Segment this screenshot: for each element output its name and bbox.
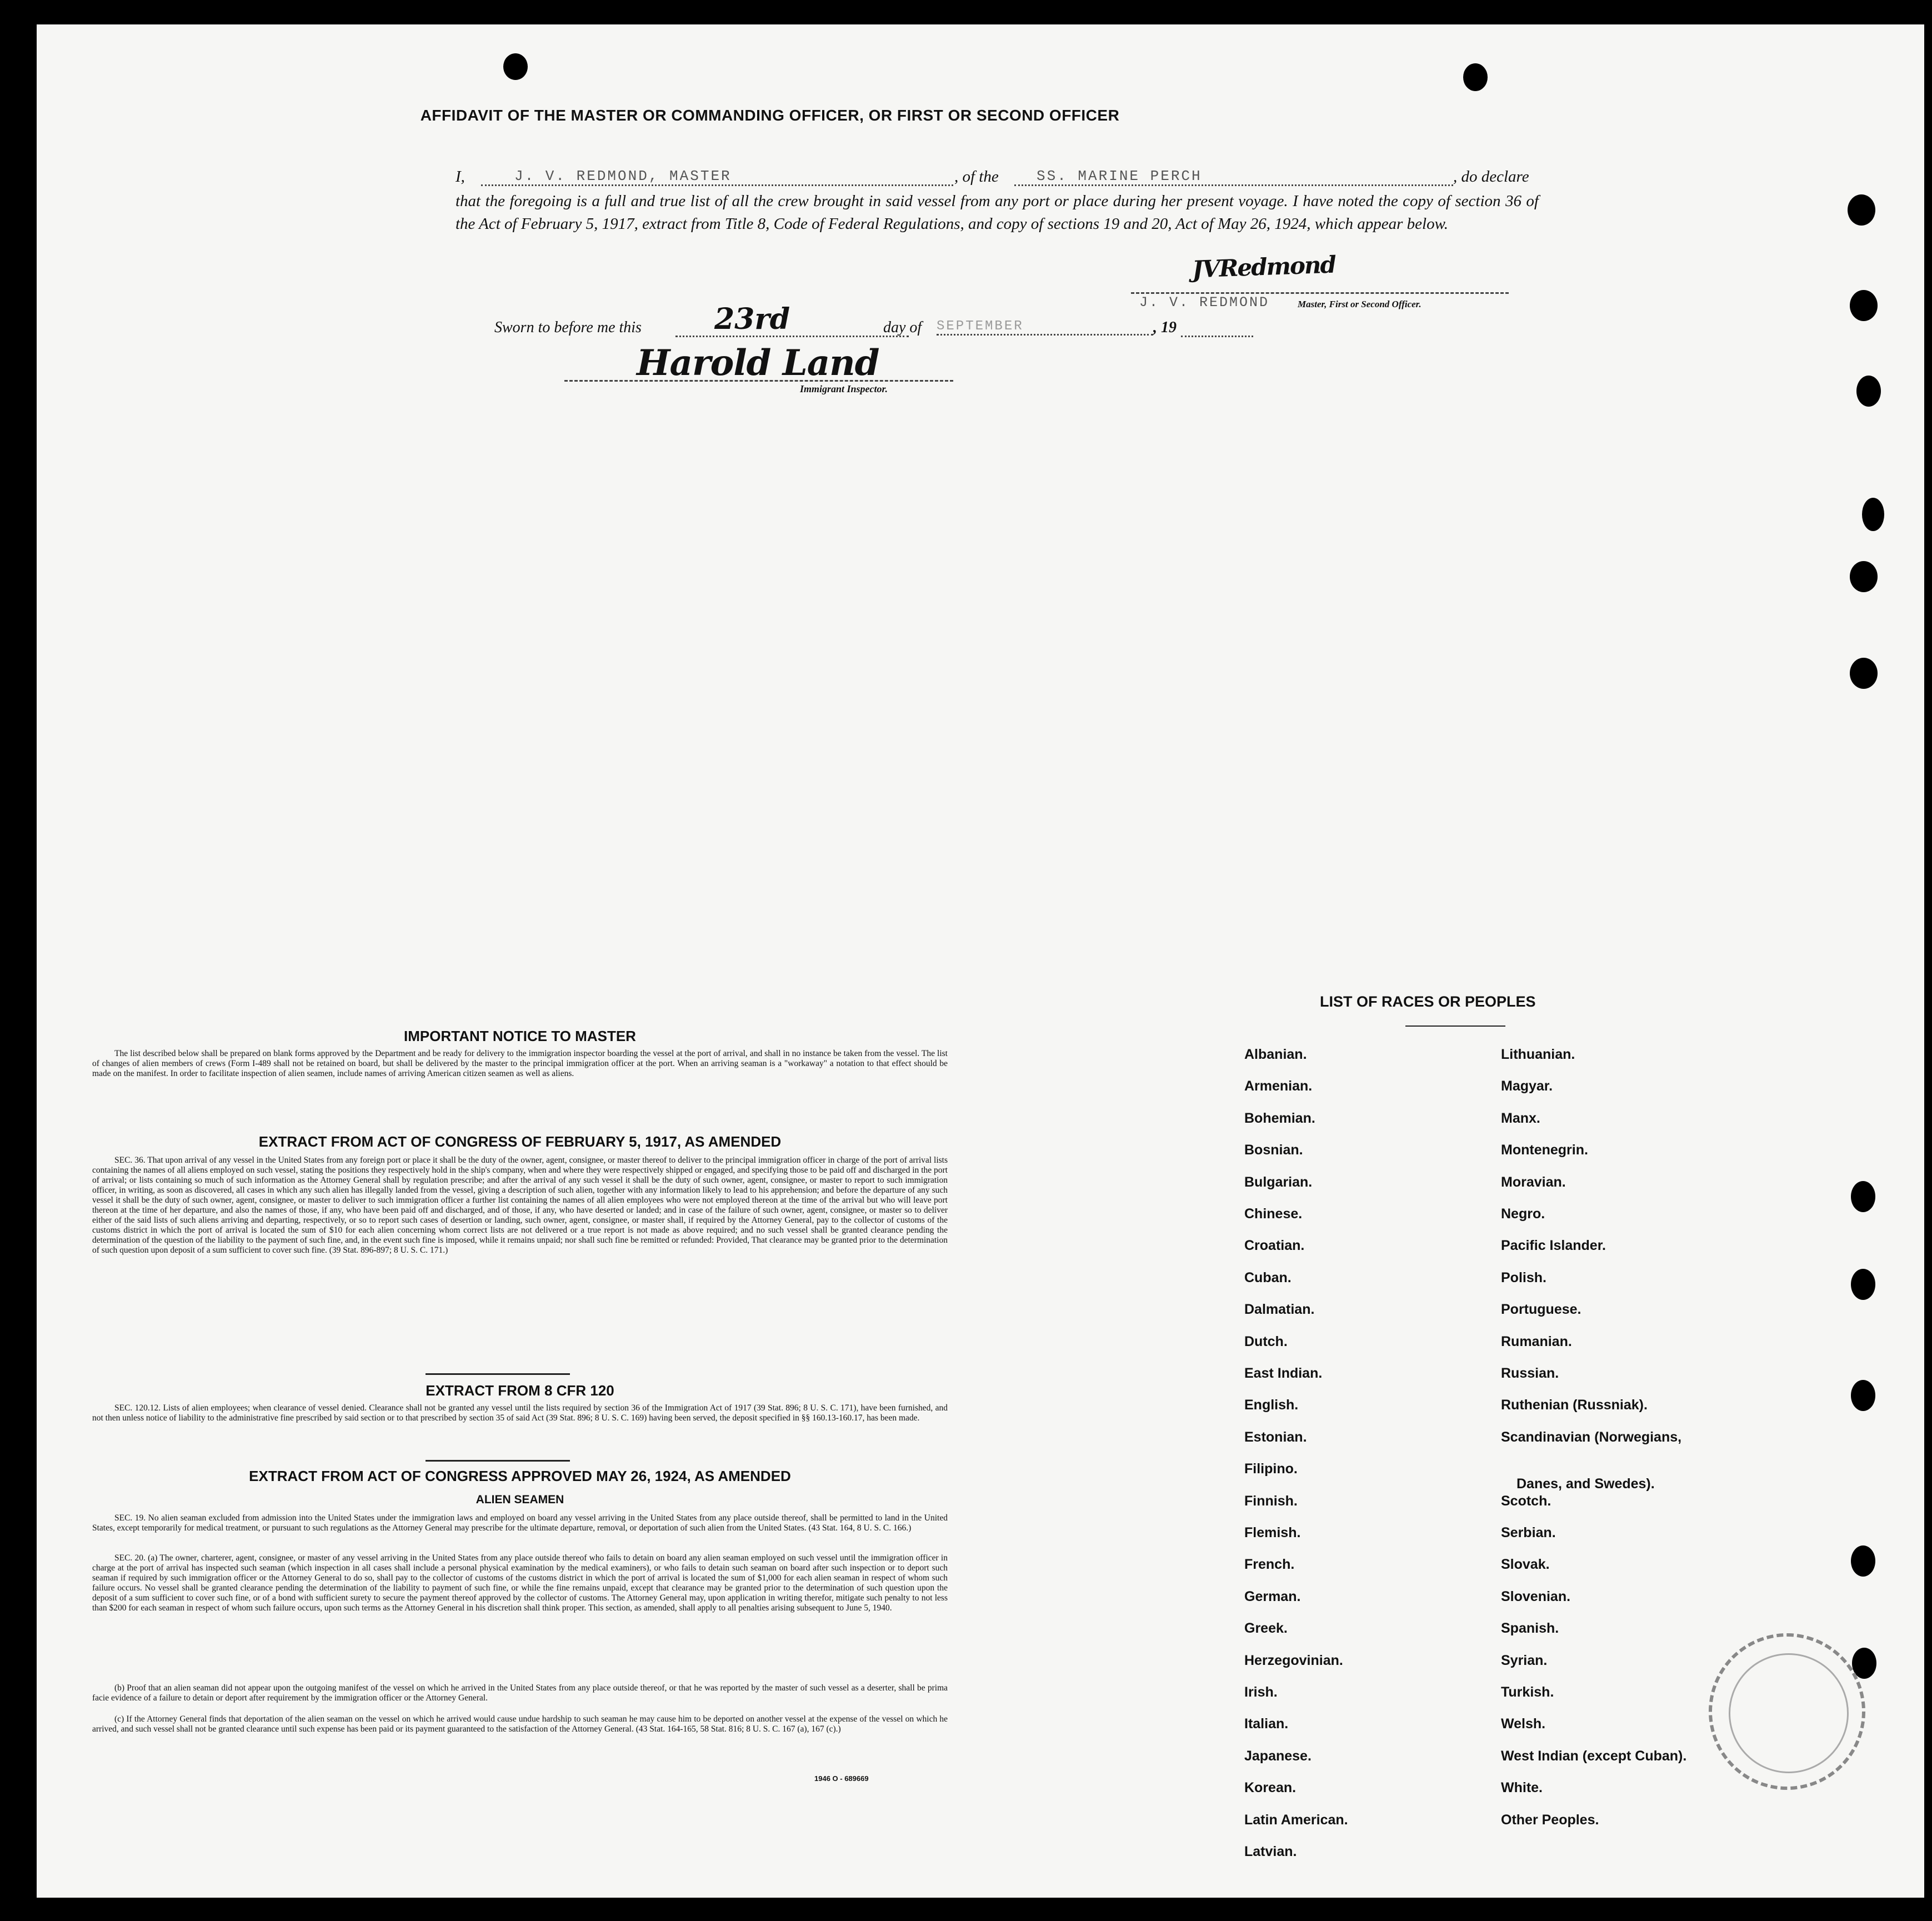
race-item: Danes, and Swedes).	[1516, 1476, 1655, 1492]
race-item: Latvian.	[1244, 1844, 1297, 1859]
year-label: , 19	[1153, 319, 1177, 336]
print-code: 1946 O - 689669	[814, 1774, 869, 1783]
race-item: Greek.	[1244, 1620, 1288, 1637]
race-item: Cuban.	[1244, 1269, 1292, 1285]
race-item: Japanese.	[1244, 1748, 1312, 1764]
punch-hole	[1851, 1545, 1875, 1577]
punch-hole	[1850, 290, 1878, 321]
circular-stamp	[1709, 1633, 1865, 1790]
race-item: East Indian.	[1244, 1365, 1323, 1381]
race-item: Finnish.	[1244, 1493, 1298, 1509]
vessel-name-field: SS. MARINE PERCH	[1014, 168, 1453, 186]
race-item: Dutch.	[1244, 1333, 1288, 1349]
race-item: Russian.	[1501, 1365, 1559, 1381]
inspector-role: Immigrant Inspector.	[800, 383, 888, 394]
punch-hole	[1851, 1181, 1875, 1212]
sec20b-text: (b) Proof that an alien seaman did not appear upon the outgoing manifest of the vessel on which he arrived in the United States from any place outside thereof, or that he was reported by the master of such vessel as a deserter, shall be prima facie evidence of a failure to detain or deport after requirement by the immigration officer or the Attorney General.	[92, 1683, 948, 1703]
race-item: Turkish.	[1501, 1684, 1554, 1700]
day-of-label: day of	[883, 319, 922, 336]
punch-hole	[1463, 63, 1488, 91]
inspector-line	[564, 380, 953, 382]
race-item: German.	[1244, 1588, 1301, 1604]
extract-1924-title: EXTRACT FROM ACT OF CONGRESS APPROVED MAY 26, 1924, AS AMENDED	[249, 1468, 791, 1484]
race-item: Syrian.	[1501, 1652, 1548, 1668]
declare-label: , do declare	[1453, 168, 1529, 186]
extract-1917-text: SEC. 36. That upon arrival of any vessel in the United States from any foreign port or place it shall be the duty of the owner, agent, consignee, or master thereof to deliver to the principal immigration officer in charge of the port of arrival lists containing the names of all aliens employed on such vessel, stating the positions they respectively hold in the ship's company, when and where they were respectively shipped or engaged, and specifying those to be paid off and discharged in the port of arrival; or lists containing so much of such information as the Attorney General shall by regulation prescribe; and after the arrival of any such vessel it shall be the duty of such owner, agent, consignee, or master to report to such immigration officer, in writing, as soon as discovered, all cases in which any such alien has illegally landed from the vessel, giving a description of such alien, together with any information likely to lead to his apprehension; and before the departure of any such vessel it shall be the duty of such owner, agent, consignee, or master to deliver to such immigration officer a further list containing the names of all alien employees who were not employed thereon at the time of the arrival but who will leave port thereon at the time of her departure, and also the names of those, if any, who have been paid off and discharged, and of those, if any, who have deserted or landed; and in case of the failure of such owner, agent, consignee, or master so to deliver either of the said lists of such aliens arriving and departing, respectively, or so to report such cases of desertion or landing, such owner, agent, consignee, or master shall, if required by the Attorney General, pay to the collector of customs of the customs district in which the port of arrival is located the sum of $10 for each alien concerning whom correct lists are not delivered or a true report is not made as above required; and no such vessel shall be granted clearance pending the determination of the question of the liability to the payment of such fine, and, in the event such fine is imposed, while it remains unpaid; nor shall such fine be remitted or refunded: Provided, That clearance may be granted prior to the determination of such question upon deposit of a sum sufficient to cover such fine. (39 Stat. 896-897; 8 U. S. C. 171.)	[92, 1155, 948, 1255]
race-item: Albanian.	[1244, 1047, 1307, 1062]
race-item: Serbian.	[1501, 1525, 1556, 1540]
race-item: Flemish.	[1244, 1525, 1301, 1540]
punch-hole	[1856, 376, 1881, 407]
year-line	[1181, 336, 1253, 337]
race-item: Scandinavian (Norwegians,	[1501, 1429, 1682, 1445]
signature-line	[1131, 292, 1509, 294]
stamp-inner-ring	[1729, 1653, 1849, 1773]
race-item: Pacific Islander.	[1501, 1238, 1606, 1254]
punch-hole	[1848, 194, 1875, 226]
race-item: Rumanian.	[1501, 1333, 1572, 1349]
day-value: 23rd	[714, 302, 790, 336]
race-item: Magyar.	[1501, 1078, 1553, 1094]
race-item: Slovenian.	[1501, 1588, 1571, 1604]
race-item: Lithuanian.	[1501, 1047, 1575, 1062]
race-item: Filipino.	[1244, 1461, 1298, 1477]
master-name-field: J. V. REDMOND, MASTER	[481, 168, 953, 186]
race-item: Montenegrin.	[1501, 1142, 1588, 1158]
race-item: Scotch.	[1501, 1493, 1551, 1509]
notice-text: The list described below shall be prepared on blank forms approved by the Department and be ready for delivery to the immigration inspector boarding the vessel at the port of arrival, and shall in no instance be taken from the vessel. The list of changes of alien members of crews (Form I-489 shall not be retained on board, but shall be delivered by the master to the principal immigration officer at the port. When an arriving seaman is a "workaway" a notation to that effect should be made on the manifest. In order to facilitate inspection of alien seamen, include names of arriving American citizen seamen as well as aliens.	[92, 1049, 948, 1078]
race-item: Bosnian.	[1244, 1142, 1303, 1158]
race-item: Bulgarian.	[1244, 1174, 1313, 1190]
punch-hole	[1851, 1380, 1875, 1411]
race-item: Negro.	[1501, 1206, 1545, 1222]
race-item: Chinese.	[1244, 1206, 1303, 1222]
race-item: Armenian.	[1244, 1078, 1313, 1094]
sec20c-text: (c) If the Attorney General finds that deportation of the alien seaman on the vessel on which he arrived would cause undue hardship to such seaman he may cause him to be deported on another vessel at the expense of the vessel on which he arrived, and such vessel shall not be granted clearance until such expense has been paid or its payment guaranteed to the satisfaction of the Attorney General. (43 Stat. 164-165, 58 Stat. 816; 8 U. S. C. 167 (a), 167 (c).)	[92, 1714, 948, 1734]
i-label: I,	[456, 168, 465, 186]
race-item: Other Peoples.	[1501, 1812, 1599, 1828]
race-item: Moravian.	[1501, 1174, 1566, 1190]
notice-title: IMPORTANT NOTICE TO MASTER	[404, 1028, 636, 1044]
race-item: Manx.	[1501, 1110, 1540, 1126]
punch-hole	[1862, 498, 1884, 531]
punch-hole	[1850, 561, 1878, 592]
punch-hole	[503, 53, 528, 80]
declaration-body: that the foregoing is a full and true list of all the crew brought in said vessel from any port or place during her present voyage. I have noted the copy of section 36 of the Act of February 5, 1917, extract from Title 8, Code of Federal Regulations, and copy of sections 19 and 20, Act of May 26, 1924, which appear below.	[456, 192, 1539, 233]
month-field: SEPTEMBER	[937, 319, 1153, 336]
alien-seamen-subtitle: ALIEN SEAMEN	[476, 1493, 564, 1506]
affidavit-title: AFFIDAVIT OF THE MASTER OR COMMANDING OFFICER, OR FIRST OR SECOND OFFICER	[420, 107, 1120, 124]
race-item: Ruthenian (Russniak).	[1501, 1397, 1648, 1413]
extract-cfr-text: SEC. 120.12. Lists of alien employees; when clearance of vessel denied. Clearance shall not be granted any vessel until the lists required by section 36 of the Immigration Act of 1917 (39 Stat. 896; 8 U. S. C. 171), have been furnished, and not then unless notice of liability to the administrative fine prescribed by said section or to that prescribed by section 35 of said Act (39 Stat. 896; 8 U. S. C. 169) having been served, the deposit specified in §§ 160.13-160.17, has been made.	[92, 1403, 948, 1423]
race-item: Italian.	[1244, 1716, 1289, 1732]
divider	[426, 1460, 570, 1462]
race-item: Portuguese.	[1501, 1302, 1581, 1318]
race-item: Estonian.	[1244, 1429, 1307, 1445]
race-item: English.	[1244, 1397, 1299, 1413]
race-item: Korean.	[1244, 1780, 1297, 1796]
race-item: Welsh.	[1501, 1716, 1546, 1732]
of-the-label: , of the	[954, 168, 999, 186]
races-title: LIST OF RACES OR PEOPLES	[1320, 993, 1536, 1010]
race-item: Slovak.	[1501, 1557, 1550, 1573]
race-item: Dalmatian.	[1244, 1302, 1315, 1318]
master-signature: JVRedmond	[1192, 251, 1336, 283]
extract-cfr-title: EXTRACT FROM 8 CFR 120	[426, 1382, 614, 1399]
race-item: French.	[1244, 1557, 1295, 1573]
race-item: Croatian.	[1244, 1238, 1305, 1254]
extract-1917-title: EXTRACT FROM ACT OF CONGRESS OF FEBRUARY 5, 1917, AS AMENDED	[258, 1133, 782, 1150]
sworn-label: Sworn to before me this	[494, 319, 642, 336]
divider	[1405, 1025, 1505, 1027]
sec19-text: SEC. 19. No alien seaman excluded from admission into the United States under the immigration laws and employed on board any vessel arriving in the United States from any place outside thereof, shall be permitted to land in the United States, except temporarily for medical treatment, or pursuant to such regulations as the Attorney General may prescribe for the ultimate departure, removal, or deportation of such alien from the United States. (43 Stat. 164, 8 U. S. C. 166.)	[92, 1513, 948, 1533]
race-item: Latin American.	[1244, 1812, 1348, 1828]
race-item: Polish.	[1501, 1269, 1546, 1285]
punch-hole	[1851, 1269, 1875, 1300]
race-item: Herzegovinian.	[1244, 1652, 1343, 1668]
race-item: Bohemian.	[1244, 1110, 1315, 1126]
punch-hole	[1850, 658, 1878, 689]
race-item: Irish.	[1244, 1684, 1278, 1700]
typed-signer: J. V. REDMOND	[1139, 294, 1270, 311]
race-item: West Indian (except Cuban).	[1501, 1748, 1687, 1764]
divider	[426, 1373, 570, 1375]
document-page	[37, 24, 1924, 1898]
signer-role: Master, First or Second Officer.	[1298, 299, 1422, 309]
race-item: Spanish.	[1501, 1620, 1559, 1637]
race-item: White.	[1501, 1780, 1543, 1796]
inspector-signature: Harold Land	[637, 342, 879, 384]
sec20a-text: SEC. 20. (a) The owner, charterer, agent, consignee, or master of any vessel arriving in the United States from any place outside thereof who fails to detain on board any alien seaman employed on such vessel until the immigration officer in charge at the port of arrival has inspected such seaman (which inspection in all cases shall include a personal physical examination by the medical examiners), or who fails to detain such seaman on board after such inspection or to deport such seaman if required by such immigration officer or the Attorney General to do so, shall pay to the collector of customs of the customs district in which the port of arrival is located the sum of $1,000 for each alien seaman in respect of whom such failure occurs. No vessel shall be granted clearance pending the determination of the liability to payment of such fine, or while the fine remains unpaid, except that clearance may be granted prior to the determination of such question upon the deposit of a sum sufficient to cover such fine, or of a bond with sufficient surety to secure the payment thereof approved by the collector of customs. The Attorney General may, upon application in writing therefor, mitigate such penalty to not less than $200 for each seaman in respect of whom such failure occurs, upon such terms as the Attorney General in his discretion shall think proper. This section, as amended, shall apply to all penalties arising subsequent to June 5, 1940.	[92, 1553, 948, 1613]
day-line	[675, 336, 909, 337]
